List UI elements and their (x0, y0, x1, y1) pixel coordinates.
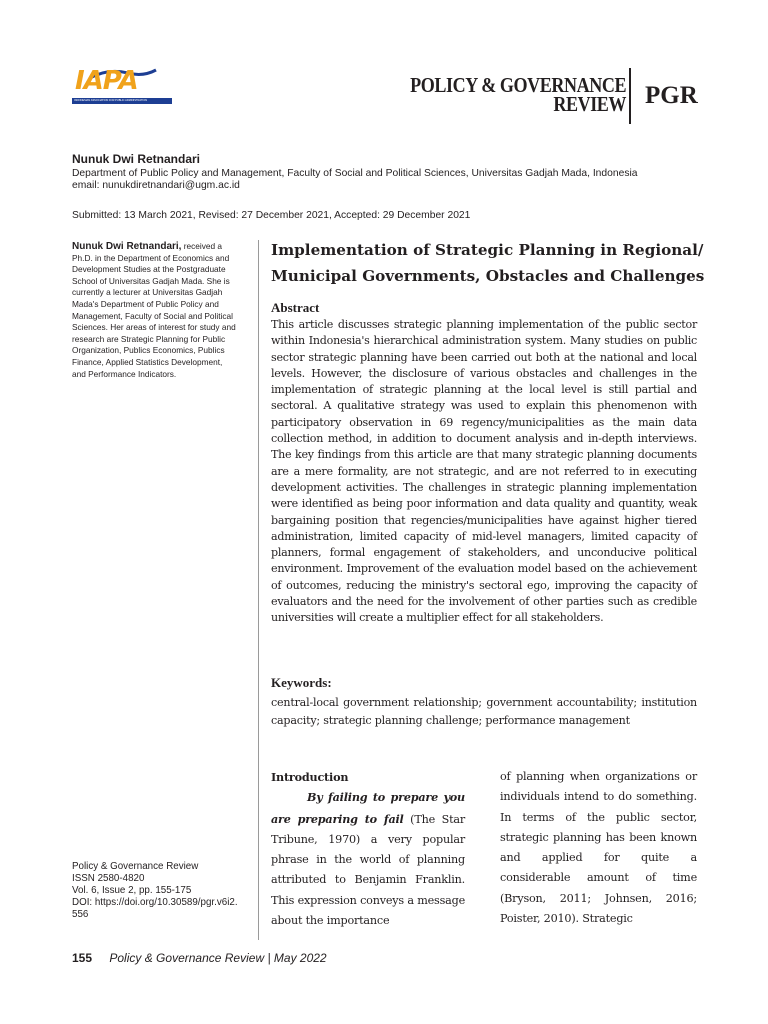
bio-author-name: Nunuk Dwi Retnandari, (72, 241, 182, 252)
submission-dates: Submitted: 13 March 2021, Revised: 27 December 2021, Accepted: 29 December 2021 (72, 210, 471, 221)
pub-journal: Policy & Governance Review (72, 861, 199, 872)
logo-wordmark: IAPA (75, 66, 138, 96)
iapa-logo (72, 66, 172, 108)
intro-right-column (500, 767, 697, 929)
journal-title (410, 73, 626, 116)
keywords-heading: Keywords: (271, 675, 332, 690)
author-affiliation: Department of Public Policy and Management, Faculty of Social and Political Sciences, Universitas Gadjah Mada, Indonesia (72, 168, 638, 179)
article-title: Implementation of Strategic Planning in Regional/ Municipal Governments, Obstacles and Challenges (271, 241, 705, 285)
author-bio (72, 241, 238, 380)
pub-issn: ISSN 2580-4820 (72, 873, 145, 884)
page-footer (72, 951, 327, 965)
journal-abbreviation: PGR (645, 82, 698, 109)
pub-volume: Vol. 6, Issue 2, pp. 155-175 (72, 885, 192, 896)
abstract-text: This article discusses strategic planning implementation of the public sector within Indonesia's hierarchical administration system. Many studies on public sector strategic planning have been carried out both at the national and local levels. However, the disclosure of various obstacles and challenges in the implementation of strategic planning at the local level is still partial and sectoral. A qualitative strategy was used to explain this phenomenon with participatory observation in 69 regency/municipalities as the main data collection method, in addition to document analysis and in-depth interviews. The key findings from this article are that many strategic planning documents are a mere formality, are not strategic, and are not referred to in executing development activities. The challenges in strategic planning implementation were identified as being poor information and data quality and quantity, weak bargaining position that regencies/municipalities have against higher tiered administration, limited capacity of mid-level managers, limited capacity of planners, formal engagement of stakeholders, and unconducive political environment. Improvement of the evaluation model based on the achievement of outcomes, reducing the ministry's sectoral ego, improving the capacity of evaluators and the need for the involvement of other parties such as credible universities will create a multiplier effect for all stakeholders. (271, 318, 697, 625)
logo-subtitle-bar (72, 98, 172, 104)
logo-subtitle: INDONESIAN ASSOCIATION FOR PUBLIC ADMINISTRATION (74, 99, 148, 102)
intro-left-column (271, 767, 465, 931)
author-email: email: nunukdiretnandari@ugm.ac.id (72, 180, 240, 191)
pub-doi[interactable]: DOI: https://doi.org/10.30589/pgr.v6i2.556 (72, 897, 238, 920)
bio-text: received a Ph.D. in the Department of Economics and Development Studies at the Postgraduate School of Universitas Gadjah Mada. She is currently a lecturer at Universitas Gadjah Mada's Department of Public Policy and Management, Faculty of Social and Political Sciences. Her areas of interest for study and research are Strategic Planning for Public Organization, Publics Economics, Publics Finance, Applied Statistics Development, and Performance Indicators. (72, 241, 236, 379)
intro-right-text: of planning when organizations or individuals intend to do something. In terms of the public sector, strategic planning has been known and applied for quite a considerable amount of time (Bryson, 2011; Johnsen, 2016; Poister, 2010). Strategic (500, 770, 697, 926)
journal-title-line1: POLICY & GOVERNANCE (410, 73, 626, 97)
header-divider (629, 68, 631, 124)
column-divider (258, 240, 259, 940)
footer-source: Policy & Governance Review | May 2022 (109, 951, 327, 965)
publication-info (72, 861, 242, 921)
abstract-heading: Abstract (271, 300, 320, 315)
keywords-text: central-local government relationship; government accountability; institution capacity; strategic planning challenge; performance management (271, 696, 697, 727)
journal-title-line2: REVIEW (553, 92, 626, 116)
intro-heading: Introduction (271, 770, 349, 784)
author-name: Nunuk Dwi Retnandari (72, 152, 201, 166)
intro-quote: By failing to prepare you are preparing to fail (271, 790, 465, 826)
page-number: 155 (72, 951, 93, 965)
intro-paragraph (271, 787, 465, 931)
intro-left-text: (The Star Tribune, 1970) a very popular phrase in the world of planning attributed to Benjamin Franklin. This expression conveys a message about the importance (271, 812, 465, 928)
